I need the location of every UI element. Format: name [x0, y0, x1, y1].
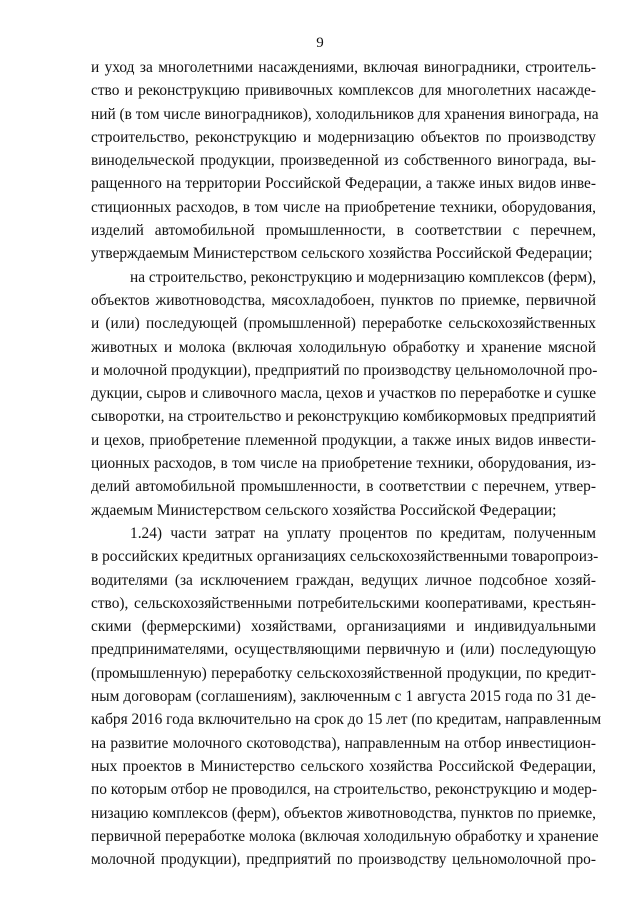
text-line: ний (в том числе виноградников), холодильников для хранения винограда, на: [91, 105, 599, 123]
text-line: кабря 2016 года включительно на срок до 15 лет (по кредитам, направленным: [91, 711, 602, 729]
text-line: сыворотки, на строительство и реконструкцию комбикормовых предприятий: [91, 408, 596, 426]
text-line: винодельческой продукции, произведенной из собственного винограда, вы-: [91, 152, 596, 170]
page-number: 9: [316, 35, 324, 51]
text-line: утверждаемым Министерством сельского хозяйства Российской Федерации;: [91, 245, 593, 263]
text-line: ство и реконструкцию прививочных комплексов для многолетних насажде-: [91, 82, 596, 100]
text-line: и (или) последующей (промышленной) переработке сельскохозяйственных: [91, 315, 596, 333]
paragraph-1: [91, 56, 599, 266]
text-line: низацию комплексов (ферм), объектов животноводства, пунктов по приемке,: [91, 804, 596, 822]
text-line: первичной переработке молока (включая холодильную обработку и хранение: [91, 827, 599, 845]
text-line: по которым отбор не проводился, на строительство, реконструкцию и модер-: [91, 781, 597, 799]
text-line: ционных расходов, в том числе на приобретение техники, оборудования, из-: [91, 455, 596, 473]
text-line: 1.24) части затрат на уплату процентов по кредитам, полученным: [130, 524, 596, 542]
text-line: строительство, реконструкцию и модернизацию объектов по производству: [91, 128, 596, 146]
text-line: и уход за многолетними насаждениями, включая виноградники, строитель-: [91, 59, 596, 76]
document-body: [91, 56, 602, 871]
text-line: и молочной продукции), предприятий по производству цельномолочной про-: [91, 361, 598, 379]
text-line: изделий автомобильной промышленности, в соответствии с перечнем,: [91, 222, 596, 240]
text-line: ращенного на территории Российской Федерации, а также иных видов инве-: [91, 175, 596, 193]
text-line: объектов животноводства, мясохладобоен, пунктов по приемке, первичной: [91, 291, 596, 309]
text-line: в российских кредитных организациях сельскохозяйственными товаропроиз-: [91, 548, 599, 566]
text-line: на развитие молочного скотоводства), направленным на отбор инвестицион-: [91, 734, 596, 752]
text-line: предпринимателями, осуществляющими первичную и (или) последующую: [91, 641, 596, 659]
text-line: ство), сельскохозяйственными потребительскими кооперативами, крестьян-: [91, 594, 596, 612]
text-line: стиционных расходов, в том числе на приобретение техники, оборудования,: [91, 198, 596, 216]
paragraph-2: [91, 266, 596, 522]
text-line: ных проектов в Министерство сельского хозяйства Российской Федерации,: [91, 757, 596, 775]
text-line: ным договорам (соглашениям), заключенным с 1 августа 2015 года по 31 де-: [91, 688, 596, 706]
text-line: водителями (за исключением граждан, ведущих личное подсобное хозяй-: [91, 571, 596, 589]
text-line: на строительство, реконструкцию и модернизацию комплексов (ферм),: [130, 268, 597, 286]
text-line: молочной продукции), предприятий по производству цельномолочной про-: [91, 851, 596, 869]
text-line: животных и молока (включая холодильную обработку и хранение мясной: [91, 338, 596, 356]
text-line: (промышленную) переработку сельскохозяйственной продукции, по кредит-: [91, 664, 596, 682]
text-line: скими (фермерскими) хозяйствами, организациями и индивидуальными: [91, 618, 596, 636]
paragraph-3: [91, 522, 602, 871]
text-line: и цехов, приобретение племенной продукции, а также иных видов инвести-: [91, 431, 596, 449]
text-line: делий автомобильной промышленности, в соответствии с перечнем, утвер-: [91, 478, 596, 496]
text-line: ждаемым Министерством сельского хозяйства Российской Федерации;: [91, 501, 557, 519]
text-line: дукции, сыров и сливочного масла, цехов и участков по переработке и сушке: [91, 385, 597, 403]
